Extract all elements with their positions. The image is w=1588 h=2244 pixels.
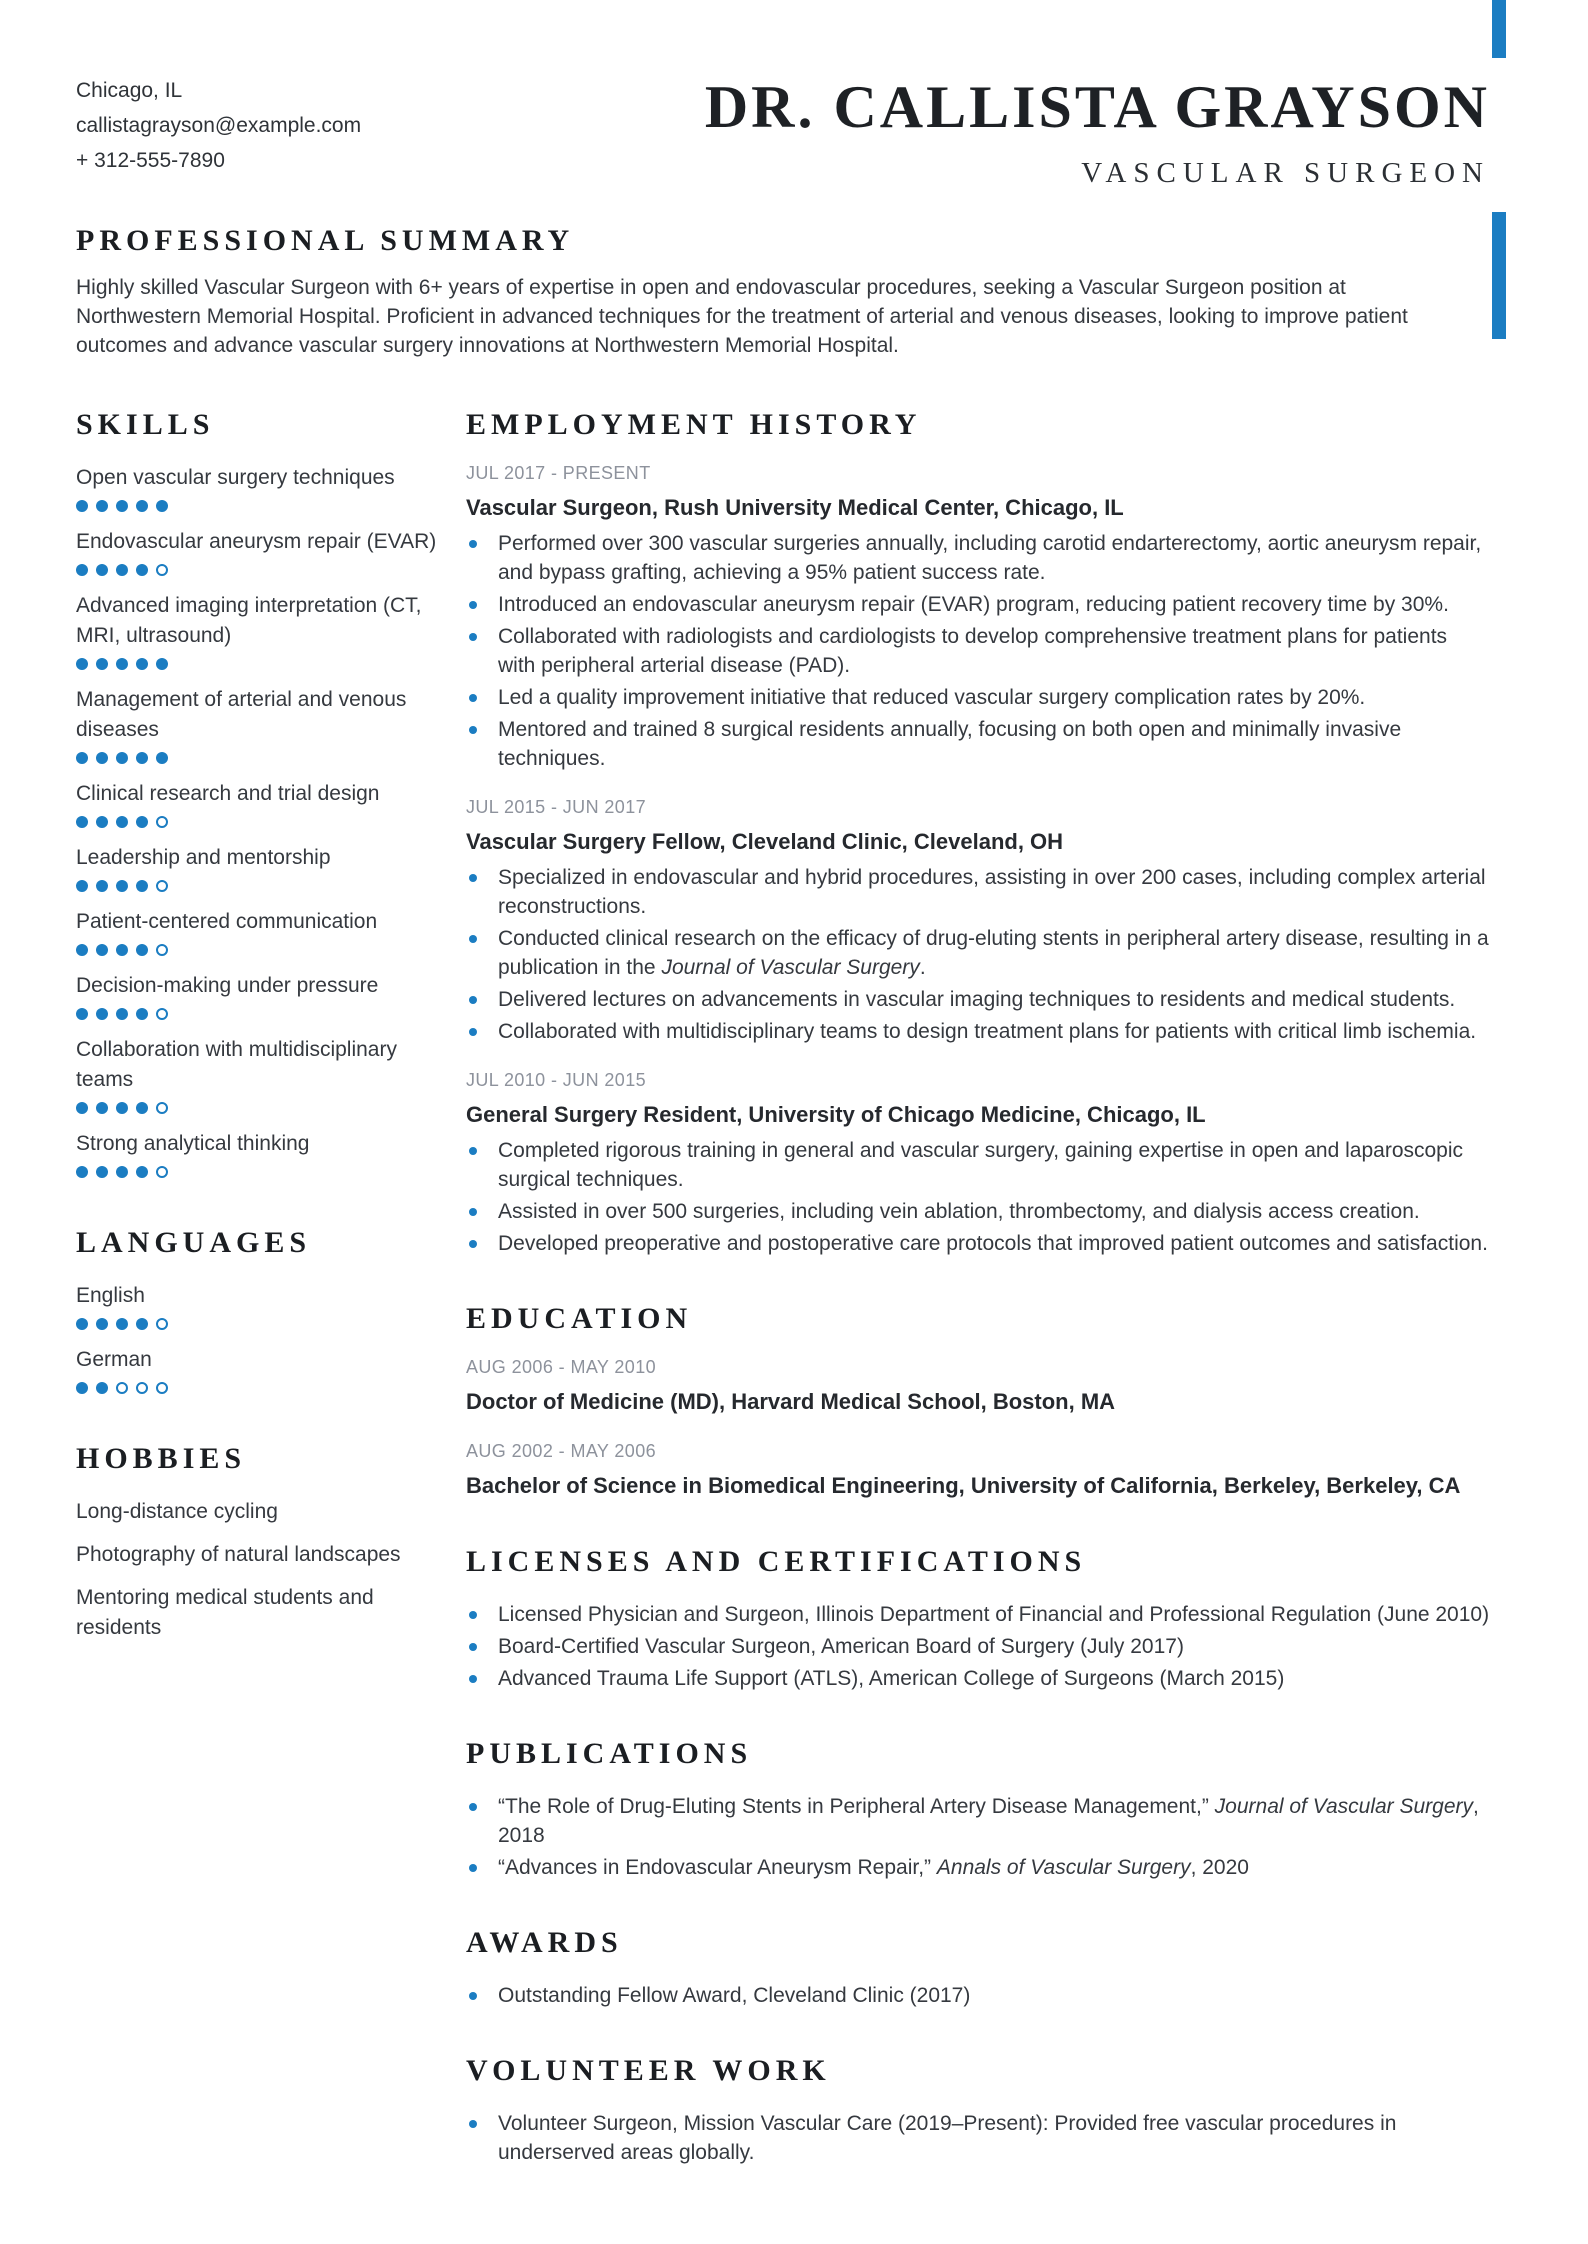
bullet-item — [466, 590, 1490, 619]
rating-dots — [76, 880, 438, 892]
rated-item-name: German — [76, 1348, 152, 1371]
rated-item — [76, 907, 438, 956]
rated-item — [76, 1129, 438, 1178]
rating-dot-empty-icon — [156, 944, 168, 956]
bullet-item — [466, 1853, 1490, 1882]
rating-dot-filled-icon — [116, 944, 128, 956]
hobby-item: Mentoring medical students and residents — [76, 1586, 374, 1639]
rating-dot-filled-icon — [136, 1008, 148, 1020]
rating-dots — [76, 564, 438, 576]
bullet-dot-icon — [469, 1208, 477, 1216]
rating-dot-filled-icon — [96, 752, 108, 764]
rating-dots — [76, 816, 438, 828]
bullet-dot-icon — [469, 1147, 477, 1155]
candidate-role: VASCULAR SURGEON — [1081, 157, 1490, 189]
professional-summary-text: Highly skilled Vascular Surgeon with 6+ years of expertise in open and endovascular procedures, seeking a Vascular Surgeon position at Northwestern Memorial Hospital. Proficient in advanced techniques for the treatment of arterial and venous diseases, looking to improve patient outcomes and advance vascular surgery innovations at Northwestern Memorial Hospital. — [76, 276, 1408, 357]
jobs-list — [466, 463, 1490, 1258]
rating-dot-filled-icon — [96, 944, 108, 956]
bullet-text: Advanced Trauma Life Support (ATLS), American College of Surgeons (March 2015) — [498, 1667, 1285, 1690]
bullet-text: Developed preoperative and postoperative care protocols that improved patient outcomes and satisfaction. — [498, 1232, 1488, 1255]
rating-dot-filled-icon — [116, 816, 128, 828]
bullet-item — [466, 863, 1490, 921]
rating-dot-filled-icon — [116, 1102, 128, 1114]
education-title: Bachelor of Science in Biomedical Engineering, University of California, Berkeley, Berkeley, CA — [466, 1473, 1461, 1498]
bullet-item — [466, 622, 1490, 680]
rating-dot-filled-icon — [76, 880, 88, 892]
bullet-item — [466, 924, 1490, 982]
bullet-item — [466, 985, 1490, 1014]
rating-dot-filled-icon — [116, 1166, 128, 1178]
rating-dot-filled-icon — [116, 1318, 128, 1330]
contact-block — [76, 73, 361, 178]
rating-dot-filled-icon — [96, 1318, 108, 1330]
awards-section — [466, 1926, 1490, 2010]
job-entry — [466, 797, 1490, 1046]
bullet-item — [466, 1017, 1490, 1046]
bullet-text: Specialized in endovascular and hybrid procedures, assisting in over 200 cases, including complex arterial reconstructions. — [498, 866, 1486, 918]
rating-dot-filled-icon — [136, 752, 148, 764]
languages-section — [76, 1226, 438, 1394]
rating-dot-empty-icon — [156, 1008, 168, 1020]
job-title: General Surgery Resident, University of Chicago Medicine, Chicago, IL — [466, 1102, 1206, 1127]
professional-summary-section — [76, 224, 1490, 360]
bullet-item — [466, 715, 1490, 773]
bullet-dot-icon — [469, 726, 477, 734]
rating-dot-filled-icon — [136, 1102, 148, 1114]
rating-dot-filled-icon — [96, 1008, 108, 1020]
rated-item-name: Decision-making under pressure — [76, 974, 379, 997]
education-entry — [466, 1357, 1490, 1417]
rating-dot-filled-icon — [76, 1102, 88, 1114]
bullet-text: “The Role of Drug-Eluting Stents in Peripheral Artery Disease Management,” Journal of Vascular Surgery, 2018 — [498, 1795, 1479, 1847]
rated-item — [76, 527, 438, 576]
rating-dot-empty-icon — [156, 816, 168, 828]
rating-dot-filled-icon — [96, 816, 108, 828]
rated-item — [76, 1281, 438, 1330]
identity-block — [704, 74, 1490, 190]
hobbies-section — [76, 1442, 438, 1643]
rating-dot-empty-icon — [136, 1382, 148, 1394]
rating-dot-filled-icon — [156, 500, 168, 512]
rated-item-name: English — [76, 1284, 145, 1307]
rating-dot-filled-icon — [156, 658, 168, 670]
contact-email: callistagrayson@example.com — [76, 114, 362, 137]
rating-dot-filled-icon — [136, 1318, 148, 1330]
bullet-text: Introduced an endovascular aneurysm repair (EVAR) program, reducing patient recovery time by 30%. — [498, 593, 1449, 616]
bullet-item — [466, 1197, 1490, 1226]
rating-dot-empty-icon — [156, 1318, 168, 1330]
skills-section — [76, 408, 438, 1178]
contact-phone: + 312-555-7890 — [76, 149, 225, 172]
bullet-list — [466, 1792, 1490, 1882]
rating-dot-filled-icon — [96, 500, 108, 512]
rated-item-name: Advanced imaging interpretation (CT, MRI, ultrasound) — [76, 594, 422, 647]
education-dates: AUG 2006 - MAY 2010 — [466, 1357, 657, 1377]
job-dates: JUL 2010 - JUN 2015 — [466, 1070, 647, 1090]
education-section — [466, 1302, 1490, 1501]
italic-text: Journal of Vascular Surgery — [661, 956, 920, 979]
bullet-list — [466, 2109, 1490, 2167]
rating-dot-filled-icon — [116, 564, 128, 576]
hobbies-heading: HOBBIES — [76, 1442, 247, 1475]
rating-dot-filled-icon — [136, 816, 148, 828]
bullet-text: Led a quality improvement initiative that reduced vascular surgery complication rates by 20%. — [498, 686, 1366, 709]
bullet-dot-icon — [469, 935, 477, 943]
rating-dots — [76, 752, 438, 764]
job-entry — [466, 463, 1490, 773]
candidate-name: DR. CALLISTA GRAYSON — [704, 74, 1490, 140]
licenses-section — [466, 1545, 1490, 1693]
bullet-item — [466, 1792, 1490, 1850]
italic-text: Annals of Vascular Surgery — [936, 1856, 1191, 1879]
rated-item-name: Strong analytical thinking — [76, 1132, 310, 1155]
bullet-text: Collaborated with radiologists and cardiologists to develop comprehensive treatment plans for patients with peripheral arterial disease (PAD). — [498, 625, 1448, 677]
bullet-dot-icon — [469, 874, 477, 882]
rating-dot-filled-icon — [96, 1382, 108, 1394]
rating-dot-filled-icon — [136, 944, 148, 956]
rating-dots — [76, 1102, 438, 1114]
bullet-dot-icon — [469, 1240, 477, 1248]
bullet-text: Completed rigorous training in general and vascular surgery, gaining expertise in open and laparoscopic surgical techniques. — [498, 1139, 1464, 1191]
rating-dot-empty-icon — [156, 1166, 168, 1178]
languages-heading: LANGUAGES — [76, 1226, 312, 1259]
rated-item-name: Collaboration with multidisciplinary teams — [76, 1038, 397, 1091]
rating-dot-filled-icon — [116, 752, 128, 764]
rated-item-name: Leadership and mentorship — [76, 846, 331, 869]
rating-dot-filled-icon — [76, 1382, 88, 1394]
bullet-list — [466, 1981, 1490, 2010]
licenses-list — [466, 1600, 1490, 1693]
volunteer-list — [466, 2109, 1490, 2167]
rating-dot-filled-icon — [76, 658, 88, 670]
header — [76, 73, 1490, 190]
bullet-list — [466, 863, 1490, 1046]
rating-dot-filled-icon — [116, 658, 128, 670]
education-title: Doctor of Medicine (MD), Harvard Medical School, Boston, MA — [466, 1389, 1116, 1414]
rating-dot-filled-icon — [136, 880, 148, 892]
hobby-item: Photography of natural landscapes — [76, 1543, 401, 1566]
volunteer-heading: VOLUNTEER WORK — [466, 2054, 831, 2087]
rated-item — [76, 843, 438, 892]
bullet-dot-icon — [469, 694, 477, 702]
rated-item — [76, 685, 438, 764]
rated-item-name: Endovascular aneurysm repair (EVAR) — [76, 530, 437, 553]
rated-item-name: Open vascular surgery techniques — [76, 466, 395, 489]
bullet-text: Board-Certified Vascular Surgeon, American Board of Surgery (July 2017) — [498, 1635, 1184, 1658]
bullet-dot-icon — [469, 1611, 477, 1619]
rating-dots — [76, 1166, 438, 1178]
hobby-item: Long-distance cycling — [76, 1500, 278, 1523]
left-column — [76, 408, 438, 2211]
bullet-dot-icon — [469, 633, 477, 641]
bullet-text: Mentored and trained 8 surgical residents annually, focusing on both open and minimally invasive techniques. — [498, 718, 1402, 770]
skills-heading: SKILLS — [76, 408, 215, 441]
rated-item — [76, 971, 438, 1020]
bullet-item — [466, 1632, 1490, 1661]
rating-dot-empty-icon — [156, 1102, 168, 1114]
bullet-item — [466, 1600, 1490, 1629]
employment-heading: EMPLOYMENT HISTORY — [466, 408, 922, 441]
rating-dot-filled-icon — [76, 500, 88, 512]
bullet-dot-icon — [469, 1675, 477, 1683]
bullet-text: Volunteer Surgeon, Mission Vascular Care (2019–Present): Provided free vascular procedures in underserved areas globally. — [498, 2112, 1397, 2164]
bullet-dot-icon — [469, 1992, 477, 2000]
rating-dot-filled-icon — [76, 1008, 88, 1020]
education-heading: EDUCATION — [466, 1302, 693, 1335]
publications-list — [466, 1792, 1490, 1882]
rated-item-name: Management of arterial and venous diseases — [76, 688, 407, 741]
job-entry — [466, 1070, 1490, 1258]
rating-dot-empty-icon — [116, 1382, 128, 1394]
bullet-dot-icon — [469, 540, 477, 548]
contact-location: Chicago, IL — [76, 79, 183, 102]
rating-dot-filled-icon — [76, 1166, 88, 1178]
right-column — [466, 408, 1490, 2211]
bullet-dot-icon — [469, 996, 477, 1004]
bullet-text: Collaborated with multidisciplinary teams to design treatment plans for patients with critical limb ischemia. — [498, 1020, 1477, 1043]
rated-item — [76, 591, 438, 670]
rating-dots — [76, 658, 438, 670]
rating-dot-filled-icon — [96, 1166, 108, 1178]
accent-bar-summary — [1492, 212, 1506, 339]
bullet-dot-icon — [469, 601, 477, 609]
bullet-text: Assisted in over 500 surgeries, including vein ablation, thrombectomy, and dialysis access creation. — [498, 1200, 1420, 1223]
rating-dot-filled-icon — [76, 1318, 88, 1330]
publications-section — [466, 1737, 1490, 1882]
rating-dot-filled-icon — [136, 564, 148, 576]
rating-dot-empty-icon — [156, 880, 168, 892]
volunteer-section — [466, 2054, 1490, 2167]
bullet-dot-icon — [469, 1803, 477, 1811]
rating-dot-filled-icon — [116, 1008, 128, 1020]
bullet-item — [466, 1136, 1490, 1194]
rating-dot-filled-icon — [96, 880, 108, 892]
bullet-item — [466, 529, 1490, 587]
rating-dots — [76, 944, 438, 956]
bullet-dot-icon — [469, 1864, 477, 1872]
rating-dots — [76, 1008, 438, 1020]
bullet-item — [466, 1664, 1490, 1693]
job-title: Vascular Surgeon, Rush University Medical Center, Chicago, IL — [466, 495, 1124, 520]
rating-dot-filled-icon — [136, 658, 148, 670]
skills-list — [76, 463, 438, 1178]
rating-dots — [76, 1318, 438, 1330]
rating-dot-empty-icon — [156, 1382, 168, 1394]
bullet-text: Conducted clinical research on the efficacy of drug-eluting stents in peripheral artery disease, resulting in a publication in the Journal of Vascular Surgery. — [498, 927, 1489, 979]
rating-dot-filled-icon — [96, 658, 108, 670]
bullet-text: Performed over 300 vascular surgeries annually, including carotid endarterectomy, aortic aneurysm repair, and bypass grafting, achieving a 95% patient success rate. — [498, 532, 1482, 584]
rated-item — [76, 779, 438, 828]
rating-dot-filled-icon — [136, 500, 148, 512]
rating-dot-filled-icon — [116, 500, 128, 512]
rating-dot-filled-icon — [76, 564, 88, 576]
rating-dot-filled-icon — [96, 1102, 108, 1114]
bullet-dot-icon — [469, 2120, 477, 2128]
rating-dot-filled-icon — [76, 752, 88, 764]
bullet-list — [466, 1136, 1490, 1258]
bullet-text: Delivered lectures on advancements in vascular imaging techniques to residents and medical students. — [498, 988, 1456, 1011]
professional-summary-heading: PROFESSIONAL SUMMARY — [76, 224, 575, 257]
rating-dot-filled-icon — [76, 944, 88, 956]
bullet-item — [466, 1981, 1490, 2010]
rated-item — [76, 1345, 438, 1394]
rated-item-name: Clinical research and trial design — [76, 782, 380, 805]
job-dates: JUL 2015 - JUN 2017 — [466, 797, 647, 817]
rating-dot-filled-icon — [156, 752, 168, 764]
bullet-list — [466, 1600, 1490, 1693]
job-dates: JUL 2017 - PRESENT — [466, 463, 651, 483]
education-dates: AUG 2002 - MAY 2006 — [466, 1441, 657, 1461]
italic-text: Journal of Vascular Surgery — [1214, 1795, 1474, 1818]
bullet-dot-icon — [469, 1028, 477, 1036]
languages-list — [76, 1281, 438, 1394]
rated-item-name: Patient-centered communication — [76, 910, 378, 933]
rating-dot-filled-icon — [116, 880, 128, 892]
two-column-area — [76, 408, 1490, 2211]
rating-dot-filled-icon — [96, 564, 108, 576]
rating-dot-filled-icon — [136, 1166, 148, 1178]
awards-heading: AWARDS — [466, 1926, 623, 1959]
rating-dot-filled-icon — [76, 816, 88, 828]
rating-dots — [76, 500, 438, 512]
rated-item — [76, 463, 438, 512]
awards-list — [466, 1981, 1490, 2010]
bullet-text: “Advances in Endovascular Aneurysm Repair,” Annals of Vascular Surgery, 2020 — [498, 1856, 1249, 1879]
rated-item — [76, 1035, 438, 1114]
education-entry — [466, 1441, 1490, 1501]
bullet-text: Outstanding Fellow Award, Cleveland Clinic (2017) — [498, 1984, 971, 2007]
education-entries — [466, 1357, 1490, 1501]
publications-heading: PUBLICATIONS — [466, 1737, 753, 1770]
job-title: Vascular Surgery Fellow, Cleveland Clinic, Cleveland, OH — [466, 829, 1064, 854]
bullet-item — [466, 683, 1490, 712]
bullet-item — [466, 1229, 1490, 1258]
employment-section — [466, 408, 1490, 1258]
licenses-heading: LICENSES AND CERTIFICATIONS — [466, 1545, 1087, 1578]
bullet-text: Licensed Physician and Surgeon, Illinois Department of Financial and Professional Regulation (June 2010) — [498, 1603, 1490, 1626]
hobbies-list — [76, 1497, 438, 1643]
bullet-list — [466, 529, 1490, 773]
accent-bar-top — [1492, 0, 1506, 58]
rating-dot-empty-icon — [156, 564, 168, 576]
rating-dots — [76, 1382, 438, 1394]
bullet-item — [466, 2109, 1490, 2167]
bullet-dot-icon — [469, 1643, 477, 1651]
